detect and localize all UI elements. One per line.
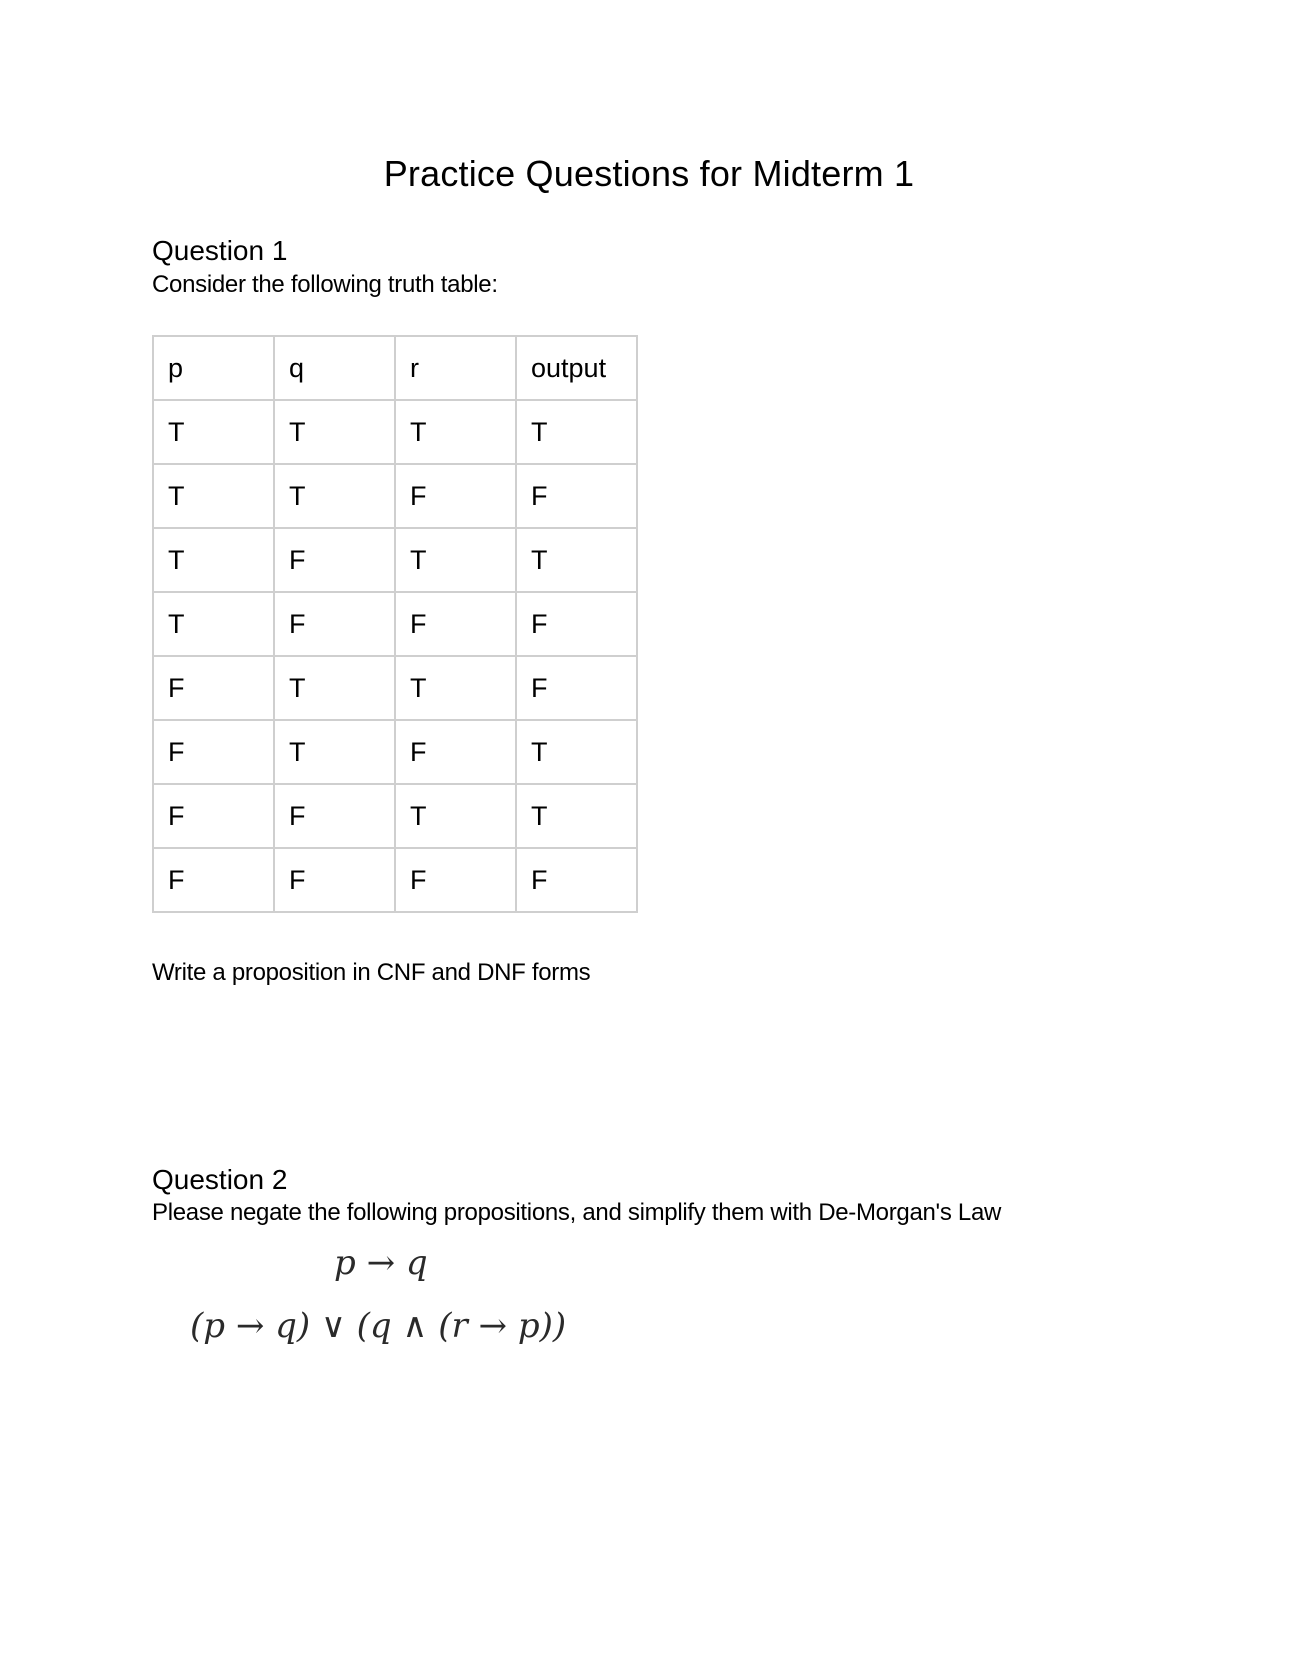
truth-table-cell: T [395, 528, 516, 592]
truth-table-cell: T [516, 400, 637, 464]
truth-table-cell: T [395, 656, 516, 720]
question-1-heading: Question 1 [152, 235, 288, 266]
truth-table-cell: F [274, 848, 395, 912]
truth-table-cell: T [153, 528, 274, 592]
truth-table-header-row [153, 336, 637, 400]
question-1-prompt: Consider the following truth table: [152, 271, 498, 298]
truth-table-cell: T [153, 464, 274, 528]
truth-table-header-cell: r [395, 336, 516, 400]
formula-implication: p → q [334, 1243, 428, 1283]
truth-table-cell: T [274, 720, 395, 784]
truth-table-cell: F [516, 656, 637, 720]
truth-table-cell: F [516, 848, 637, 912]
truth-table-cell: F [395, 464, 516, 528]
question-2-prompt: Please negate the following propositions, and simplify them with De-Morgan's Law [152, 1199, 1002, 1226]
truth-table-cell: T [153, 400, 274, 464]
formula-compound: (p → q) ∨ (q ∧ (r → p)) [190, 1306, 567, 1346]
truth-table-cell: F [153, 784, 274, 848]
truth-table-cell: T [395, 784, 516, 848]
truth-table-cell: F [395, 592, 516, 656]
truth-table-cell: T [395, 400, 516, 464]
table-row [153, 720, 637, 784]
truth-table-cell: T [153, 592, 274, 656]
truth-table-cell: F [516, 592, 637, 656]
truth-table-cell: F [395, 848, 516, 912]
truth-table-cell: F [153, 848, 274, 912]
truth-table-header-cell: p [153, 336, 274, 400]
question-2-heading: Question 2 [152, 1164, 288, 1195]
table-row [153, 400, 637, 464]
truth-table [152, 335, 638, 913]
table-row [153, 592, 637, 656]
truth-table-cell: F [274, 784, 395, 848]
truth-table-cell: F [153, 720, 274, 784]
table-row [153, 464, 637, 528]
truth-table-cell: F [395, 720, 516, 784]
truth-table-cell: F [153, 656, 274, 720]
table-row [153, 528, 637, 592]
truth-table-header-cell: output [516, 336, 637, 400]
truth-table-cell: T [274, 464, 395, 528]
question-1-instruction: Write a proposition in CNF and DNF forms [152, 959, 591, 986]
truth-table-cell: F [274, 592, 395, 656]
page-title: Practice Questions for Midterm 1 [383, 153, 915, 194]
truth-table-cell: T [274, 400, 395, 464]
table-row [153, 656, 637, 720]
table-row [153, 784, 637, 848]
truth-table-cell: T [516, 784, 637, 848]
table-row [153, 848, 637, 912]
truth-table-header-cell: q [274, 336, 395, 400]
truth-table-cell: T [516, 720, 637, 784]
truth-table-cell: F [274, 528, 395, 592]
truth-table-cell: F [516, 464, 637, 528]
truth-table-cell: T [274, 656, 395, 720]
truth-table-cell: T [516, 528, 637, 592]
